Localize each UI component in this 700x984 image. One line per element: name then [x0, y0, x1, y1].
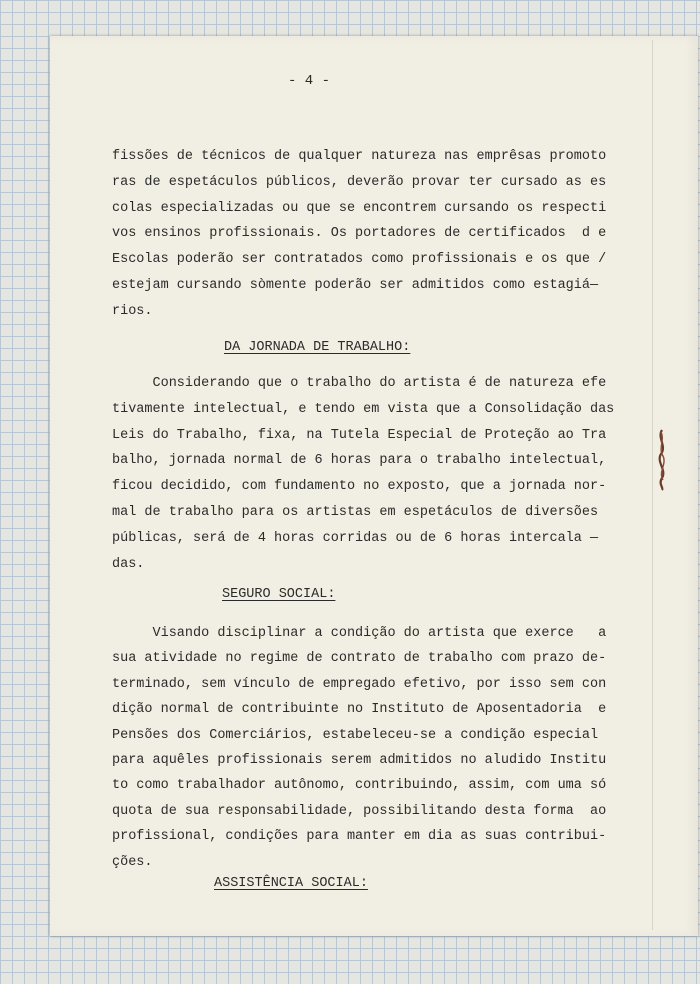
text-line: públicas, será de 4 horas corridas ou de 6 horas intercala —	[112, 530, 599, 546]
text-line: rios.	[112, 303, 153, 319]
text-line: ficou decidido, com fundamento no exposto, que a jornada nor-	[112, 479, 607, 495]
text-line: das.	[112, 556, 145, 572]
text-line: fissões de técnicos de qualquer natureza nas emprêsas promoto	[112, 149, 607, 164]
text-line: Leis do Trabalho, fixa, na Tutela Especial de Proteção ao Tra	[112, 427, 607, 443]
text-line: profissional, condições para manter em dia as suas contribui-	[112, 829, 607, 845]
text-line: balho, jornada normal de 6 horas para o trabalho intelectual,	[112, 453, 607, 469]
text-line: quota de sua responsabilidade, possibilitando desta forma ao	[112, 803, 607, 819]
text-line: dição normal de contribuinte no Instituto de Aposentadoria e	[112, 702, 607, 718]
text-line: ras de espetáculos públicos, deverão provar ter cursado as es	[112, 174, 607, 190]
text-line: to como trabalhador autônomo, contribuindo, assim, com uma só	[112, 778, 607, 794]
page-number: - 4 -	[288, 73, 331, 89]
text-line: ções.	[112, 854, 153, 870]
binding-string	[655, 428, 669, 492]
page-fold	[652, 40, 653, 930]
text-line: Visando disciplinar a condição do artista que exerce a	[112, 626, 607, 641]
heading-assistencia-social: ASSISTÊNCIA SOCIAL:	[214, 876, 368, 891]
text-line: Pensões dos Comerciários, estabeleceu-se a condição especial	[112, 727, 599, 743]
text-line: terminado, sem vínculo de empregado efetivo, por isso sem con	[112, 676, 607, 692]
text-line: mal de trabalho para os artistas em espetáculos de diversões	[112, 505, 599, 520]
text-line: vos ensinos profissionais. Os portadores de certificados d e	[112, 226, 607, 242]
text-line: para aquêles profissionais serem admitidos no aludido Institu	[112, 753, 607, 768]
text-line: colas especializadas ou que se encontrem cursando os respecti	[112, 200, 607, 216]
text-line: sua atividade no regime de contrato de trabalho com prazo de-	[112, 651, 607, 667]
text-line: Considerando que o trabalho do artista é de natureza efe	[112, 376, 607, 391]
text-line: estejam cursando sòmente poderão ser admitidos como estagiá—	[112, 278, 599, 293]
text-line: tivamente intelectual, e tendo em vista que a Consolidação das	[112, 401, 615, 417]
heading-seguro-social: SEGURO SOCIAL:	[222, 587, 336, 602]
text-line: Escolas poderão ser contratados como profissionais e os que /	[112, 252, 607, 268]
heading-jornada-de-trabalho: DA JORNADA DE TRABALHO:	[224, 340, 411, 355]
